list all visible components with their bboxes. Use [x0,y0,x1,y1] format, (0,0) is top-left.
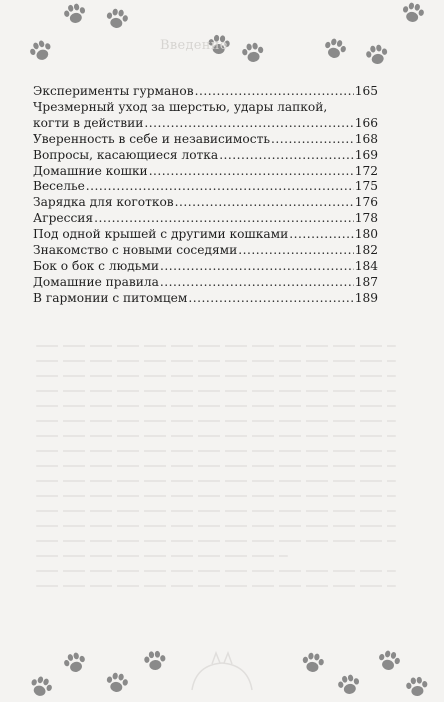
toc-leader-dots [149,164,354,180]
toc-entry-title: Зарядка для коготков [33,195,174,210]
paw-print-icon [320,35,351,63]
toc-entry-title: Бок о бок с людьми [33,258,159,273]
paw-print-icon [334,672,364,699]
toc-entry-title: Уверенность в себе и независимость [33,131,270,146]
toc-page-number: 175 [354,179,378,194]
toc-entry-title: Вопросы, касающиеся лотка [33,147,219,162]
toc-entry-title: Домашние кошки [33,163,148,178]
paw-print-icon [374,647,405,675]
toc-entry[interactable] [33,148,378,164]
toc-page-number: 169 [354,147,378,162]
toc-leader-dots [160,259,354,275]
toc-page-number: 189 [354,290,378,305]
toc-page-number: 165 [354,84,378,98]
toc-entry-title: Домашние правила [33,274,159,289]
paw-print-icon [102,670,131,696]
toc-entry-title: Под одной крышей с другими кошками [33,227,289,242]
toc-page-number: 178 [354,211,378,226]
toc-entry-title-cont: когти в действии [33,115,144,130]
paw-print-icon [239,40,268,65]
toc-entry[interactable] [33,259,378,275]
toc-entry[interactable] [33,275,378,291]
paw-print-icon [398,0,428,26]
toc-page-number: 182 [354,243,378,258]
toc-leader-dots [195,84,354,100]
toc-leader-dots [219,148,354,164]
toc-entry[interactable] [33,84,378,100]
toc-entry-title: Агрессия [33,211,94,226]
paw-print-icon [299,650,328,675]
toc-page-number: 172 [354,163,378,178]
toc-page-number: 176 [354,195,378,210]
toc-page-number: 184 [354,258,378,273]
paw-print-icon [60,649,91,677]
toc-page-number: 187 [354,274,378,289]
toc-leader-dots [94,211,354,227]
paw-print-icon [60,1,90,28]
paw-print-icon [25,672,57,702]
toc-leader-dots [144,116,353,132]
paw-print-icon [403,675,431,700]
toc-leader-dots [271,132,354,148]
toc-entry[interactable] [33,195,378,211]
toc-entry[interactable] [33,227,378,243]
toc-leader-dots [188,291,353,307]
toc-page-number: 166 [354,115,378,130]
toc-entry-title: В гармонии с питомцем [33,290,188,305]
toc-page-number: 180 [354,227,378,242]
paw-print-icon [141,649,169,673]
paw-print-icon [25,36,57,66]
toc-entry[interactable] [33,179,378,195]
toc-entry[interactable] [33,211,378,227]
cat-illustration-ghost [182,645,262,695]
toc-entry[interactable] [33,132,378,148]
toc-entry-title: Эксперименты гурманов [33,84,194,98]
toc-entry[interactable] [33,291,378,307]
paw-print-icon [362,42,391,68]
toc-entry[interactable] [33,164,378,180]
running-head-ghost: Введение [160,38,228,53]
toc-entry-title: Чрезмерный уход за шерстью, удары лапкой, [33,99,328,114]
toc-entry-title: Знакомство с новыми соседями [33,243,238,258]
toc-leader-dots [175,195,354,211]
table-of-contents [33,84,378,307]
toc-leader-dots [238,243,353,259]
toc-entry-title: Веселье [33,179,85,194]
toc-leader-dots [86,179,354,195]
bleed-through-text [36,345,396,605]
toc-leader-dots [289,227,353,243]
toc-leader-dots [160,275,354,291]
paw-print-icon [102,6,131,32]
toc-page-number: 168 [354,131,378,146]
toc-entry[interactable] [33,100,378,132]
toc-entry[interactable] [33,243,378,259]
